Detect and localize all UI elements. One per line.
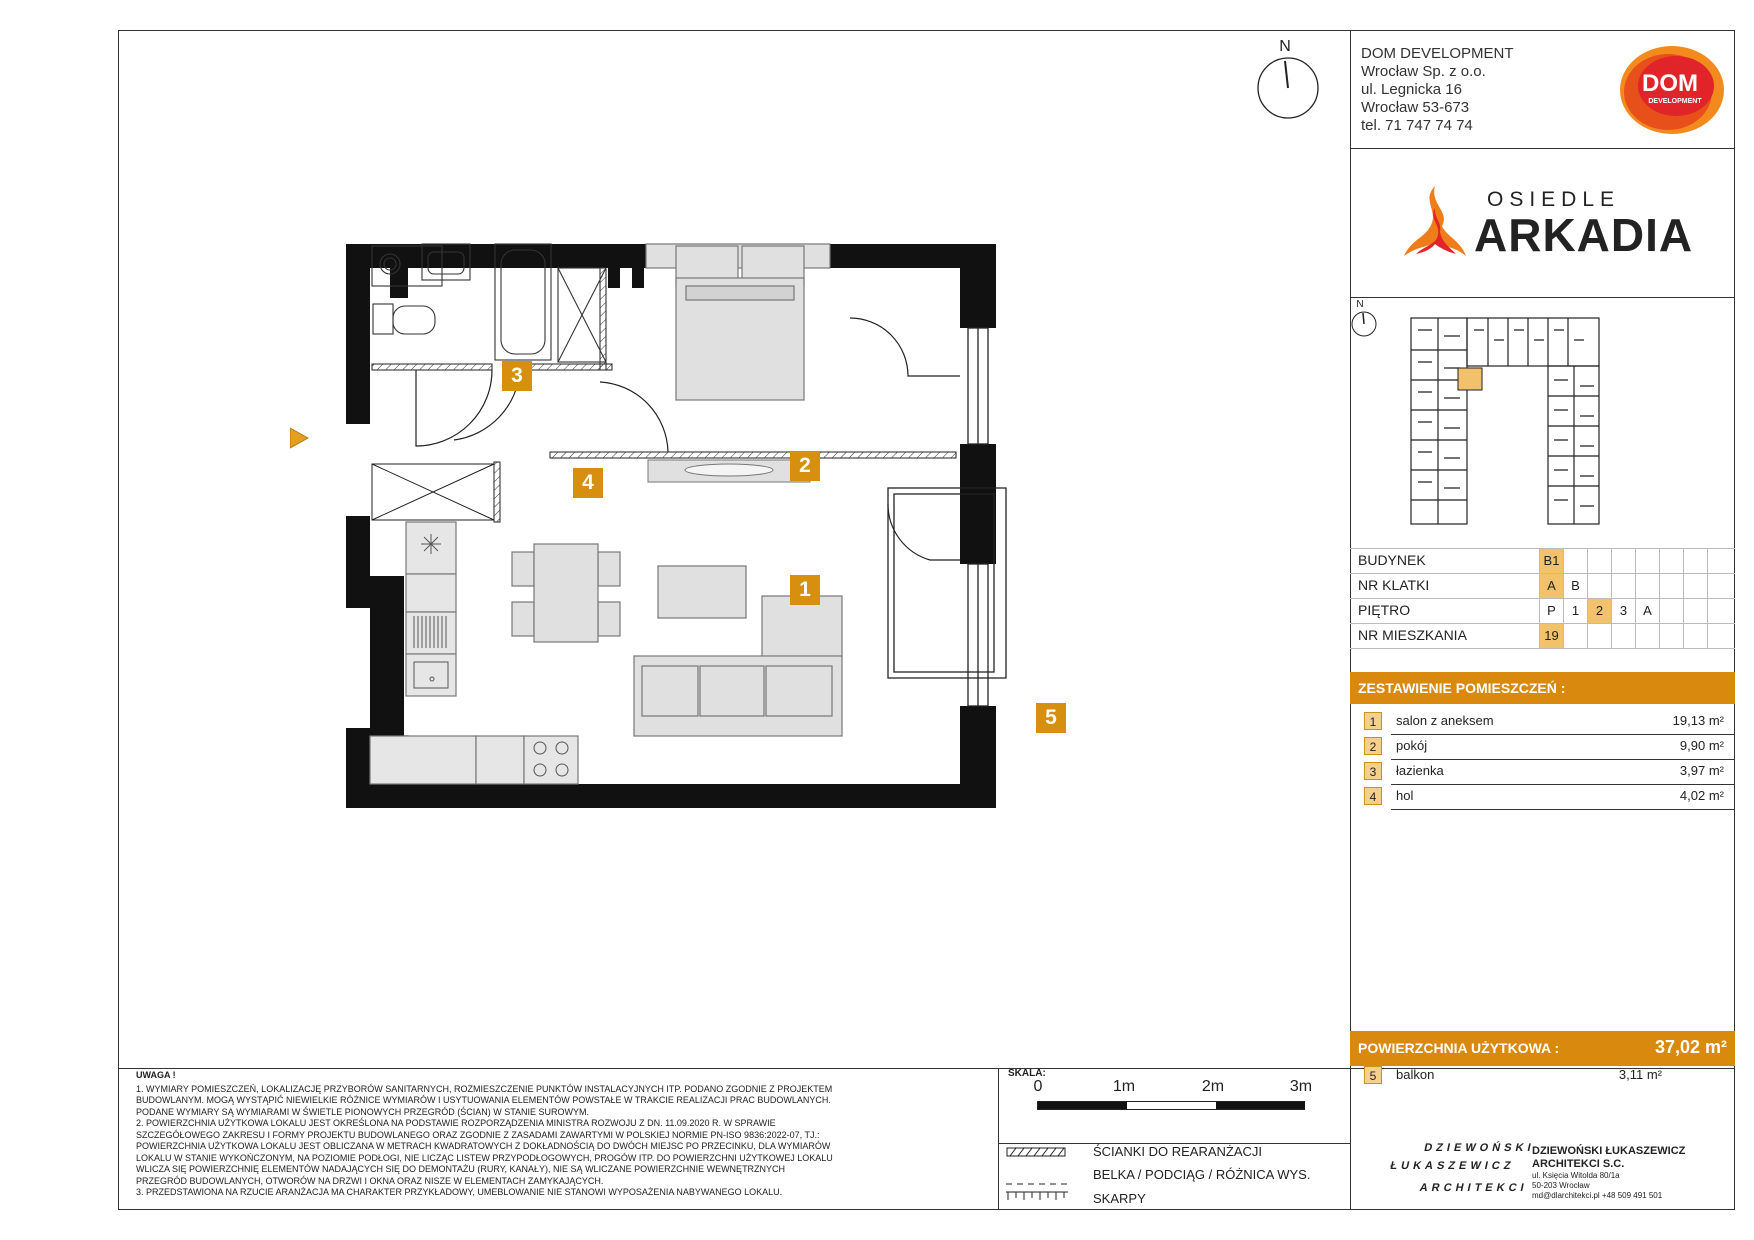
table-cell bbox=[1635, 574, 1659, 598]
note-line: PODANE WYMIARY SĄ WYMIARAMI W ŚWIETLE PIONOWYCH PRZEGRÓD (ŚCIAN) W STANIE SUROWYM. bbox=[136, 1106, 590, 1117]
company-line: Wrocław Sp. z o.o. bbox=[1361, 63, 1486, 80]
table-row-label: NR KLATKI bbox=[1358, 577, 1430, 593]
room-number: 3 bbox=[1364, 762, 1382, 780]
total-area-bar bbox=[1350, 1031, 1735, 1066]
notes-lines bbox=[136, 1084, 986, 1199]
keyplan-compass-icon bbox=[1350, 310, 1378, 338]
table-cell bbox=[1659, 574, 1683, 598]
table-row-label: PIĘTRO bbox=[1358, 602, 1411, 618]
room-area-unit: m² bbox=[1708, 788, 1724, 803]
notes bbox=[136, 1070, 986, 1199]
table-cell bbox=[1683, 574, 1707, 598]
architect-address: ul. Księcia Witolda 80/1a bbox=[1532, 1171, 1620, 1180]
room-area: 19,13 bbox=[1672, 713, 1706, 728]
rooms-header: ZESTAWIENIE POMIESZCZEŃ : bbox=[1350, 672, 1735, 704]
architect-logo-line: ŁUKASZEWICZ bbox=[1389, 1160, 1516, 1172]
company-name: DOM DEVELOPMENT bbox=[1361, 45, 1514, 62]
scale-tick: 2m bbox=[1201, 1078, 1225, 1095]
building-key-plan bbox=[1408, 310, 1608, 528]
room-tag-2: 2 bbox=[790, 451, 820, 481]
table-cell bbox=[1683, 549, 1707, 573]
table-cell bbox=[1611, 549, 1635, 573]
room-name: łazienka bbox=[1396, 763, 1444, 778]
divider bbox=[1350, 148, 1735, 149]
room-row-line bbox=[1391, 809, 1735, 810]
table-row-line bbox=[1350, 648, 1735, 649]
slope-legend-icon bbox=[1006, 1189, 1068, 1201]
table-cell bbox=[1635, 624, 1659, 648]
note-line: WLICZA SIĘ POWIERZCHNIĘ ELEMENTÓW NADAJĄCYCH SIĘ DO DEMONTAŻU (RURY, KANAŁY), NIE SĄ WLICZANE POWIERZCHNIE WEWNĘTRZNYCH bbox=[136, 1164, 786, 1174]
divider bbox=[1350, 297, 1735, 298]
total-area-label: POWIERZCHNIA UŻYTKOWA : bbox=[1358, 1040, 1560, 1056]
table-cell: B bbox=[1563, 574, 1587, 598]
divider bbox=[1350, 1068, 1351, 1210]
keyplan-north-label: N bbox=[1356, 299, 1364, 310]
table-cell bbox=[1611, 574, 1635, 598]
room-area-unit: m² bbox=[1708, 738, 1724, 753]
table-cell: A bbox=[1635, 599, 1659, 623]
note-line: PRZEGRÓD BUDOWLANYCH, OTWORÓW NA DRZWI I OKNA ORAZ NISZE W ELEMENTACH ZAMYKAJĄCYCH. bbox=[136, 1175, 604, 1186]
scale-tick: 1m bbox=[1112, 1078, 1136, 1095]
company-city: Wrocław 53-673 bbox=[1361, 99, 1470, 116]
table-cell bbox=[1707, 574, 1731, 598]
table-row-label: BUDYNEK bbox=[1358, 552, 1426, 568]
architect-contact: md@dlarchitekci.pl +48 509 491 501 bbox=[1532, 1191, 1663, 1200]
table-cell: 3 bbox=[1611, 599, 1635, 623]
table-cell bbox=[1659, 549, 1683, 573]
room-name: hol bbox=[1396, 788, 1414, 803]
architect-logo-line: DZIEWOŃSKI bbox=[1422, 1142, 1536, 1154]
room-name: salon z aneksem bbox=[1396, 713, 1494, 728]
room-tag-3: 3 bbox=[502, 361, 532, 391]
balcony-unit: m² bbox=[1646, 1067, 1662, 1082]
room-name: pokój bbox=[1396, 738, 1428, 753]
balcony-name: balkon bbox=[1396, 1067, 1435, 1082]
table-cell bbox=[1659, 624, 1683, 648]
floor-plan bbox=[290, 236, 1130, 836]
legend-walls: ŚCIANKI DO REARANŻACJI bbox=[1093, 1144, 1263, 1159]
note-line: LOKALU W STANIE WYKOŃCZONYM, NA POZIOMIE PODŁOGI, NIE LICZĄC LISTEW PRZYPODŁOGOWYCH, PROGÓW ITP. DO POWIERZCHNI UŻYTKOWEJ LOKALU bbox=[136, 1152, 833, 1163]
architect-name: DZIEWOŃSKI ŁUKASZEWICZ bbox=[1532, 1145, 1686, 1157]
compass-north-label: N bbox=[1279, 38, 1291, 55]
dom-development-logo bbox=[1616, 42, 1726, 142]
room-area: 9,90 bbox=[1679, 738, 1706, 753]
room-number: 2 bbox=[1364, 737, 1382, 755]
room-area-unit: m² bbox=[1708, 713, 1724, 728]
table-cell: 2 bbox=[1587, 599, 1611, 623]
table-cell bbox=[1707, 624, 1731, 648]
table-cell: 1 bbox=[1563, 599, 1587, 623]
architect-name: ARCHITEKCI S.C. bbox=[1532, 1158, 1625, 1170]
room-tag-1: 1 bbox=[790, 575, 820, 605]
room-row-line bbox=[1391, 734, 1735, 735]
logo-subtext: DEVELOPMENT bbox=[1648, 98, 1702, 105]
notes-title: UWAGA ! bbox=[136, 1070, 176, 1080]
table-cell bbox=[1683, 599, 1707, 623]
room-number: 4 bbox=[1364, 787, 1382, 805]
divider bbox=[998, 1068, 999, 1210]
table-row-label: NR MIESZKANIA bbox=[1358, 627, 1467, 643]
dashed-line-icon bbox=[1006, 1173, 1068, 1177]
scale-tick: 0 bbox=[1033, 1078, 1043, 1095]
table-cell bbox=[1611, 624, 1635, 648]
table-cell bbox=[1563, 549, 1587, 573]
architect-address: 50-203 Wrocław bbox=[1532, 1181, 1590, 1190]
table-cell bbox=[1659, 599, 1683, 623]
scale-tick: 3m bbox=[1289, 1078, 1313, 1095]
note-line: 1. WYMIARY POMIESZCZEŃ, LOKALIZACJĘ PRZYBORÓW SANITARNYCH, ROZMIESZCZENIE PUNKTÓW INSTALACYJNYCH ITP. PODANO ZGODNIE Z PROJEKTEM bbox=[136, 1083, 833, 1094]
table-cell bbox=[1683, 624, 1707, 648]
scale-label: SKALA: bbox=[1008, 1068, 1046, 1079]
note-line: POWIERZCHNIA UŻYTKOWA LOKALU JEST OBLICZANA W METRACH KWADRATOWYCH Z DOKŁADNOŚCIĄ DO DWÓCH MIEJSC PO PRZECINKU, DLA WYMIARÓW bbox=[136, 1141, 831, 1151]
total-area-value: 37,02 m² bbox=[1654, 1037, 1727, 1057]
note-line: BUDOWLANYM. MOGĄ WYSTĄPIĆ NIEWIELKIE RÓŻNICE WYMIARÓW I USYTUOWANIA ELEMENTÓW POWSTAŁE W TRAKCIE REALIZACJI PRAC BUDOWLANYCH. bbox=[136, 1095, 831, 1105]
architect-info bbox=[1532, 1145, 1685, 1201]
arkadia-flame-icon bbox=[1400, 182, 1470, 262]
project-prefix: OSIEDLE bbox=[1487, 188, 1621, 211]
scale-bar bbox=[1037, 1101, 1305, 1110]
hatch-legend-icon bbox=[1006, 1145, 1068, 1157]
company-address bbox=[1361, 45, 1514, 135]
note-line: SZCZEGÓŁOWEGO ZAKRESU I FORMY PROJEKTU BUDOWLANEGO ORAZ ZGODNIE Z ZASADAMI ZAWARTYMI W POLSKIEJ NORMIE PN-ISO 9836:2022-07, TJ.: bbox=[136, 1129, 820, 1140]
architect-logo-line: ARCHITEKCI bbox=[1418, 1182, 1529, 1194]
legend-slopes: SKARPY bbox=[1093, 1191, 1146, 1206]
company-phone: tel. 71 747 74 74 bbox=[1361, 117, 1473, 134]
table-cell bbox=[1707, 549, 1731, 573]
architect-logo bbox=[1384, 1142, 1537, 1194]
note-line: 2. POWIERZCHNIA UŻYTKOWA LOKALU JEST OKREŚLONA NA PODSTAWIE ROZPORZĄDZENIA MINISTRA ROZWOJU Z DN. 11.09.2020 R. W SPRAWIE bbox=[136, 1118, 776, 1128]
table-cell: B1 bbox=[1539, 549, 1563, 573]
table-cell bbox=[1563, 624, 1587, 648]
room-number: 1 bbox=[1364, 712, 1382, 730]
room-tag-5: 5 bbox=[1036, 703, 1066, 733]
note-line: 3. PRZEDSTAWIONA NA RZUCIE ARANŻACJA MA CHARAKTER PRZYKŁADOWY, UMEBLOWANIE NIE STANOWI WYPOSAŻENIA NABYWANEGO LOKALU. bbox=[136, 1187, 783, 1197]
logo-text: DOM bbox=[1642, 70, 1698, 97]
divider bbox=[118, 1068, 1735, 1069]
table-cell bbox=[1707, 599, 1731, 623]
room-area: 3,97 bbox=[1679, 763, 1706, 778]
legend-beam: BELKA / PODCIĄG / RÓŻNICA WYS. bbox=[1093, 1167, 1311, 1182]
table-cell: P bbox=[1539, 599, 1563, 623]
table-cell: A bbox=[1539, 574, 1563, 598]
table-cell bbox=[1635, 549, 1659, 573]
table-cell bbox=[1587, 549, 1611, 573]
table-cell: 19 bbox=[1539, 624, 1563, 648]
table-cell bbox=[1587, 624, 1611, 648]
room-tag-4: 4 bbox=[573, 468, 603, 498]
balcony-number: 5 bbox=[1364, 1066, 1382, 1084]
compass-icon bbox=[1257, 57, 1319, 119]
balcony-area: 3,11 bbox=[1618, 1067, 1644, 1082]
room-row-line bbox=[1391, 759, 1735, 760]
room-area: 4,02 bbox=[1679, 788, 1706, 803]
project-name: ARKADIA bbox=[1474, 209, 1694, 261]
room-area-unit: m² bbox=[1708, 763, 1724, 778]
room-row-line bbox=[1391, 784, 1735, 785]
table-cell bbox=[1587, 574, 1611, 598]
company-street: ul. Legnicka 16 bbox=[1361, 81, 1462, 98]
